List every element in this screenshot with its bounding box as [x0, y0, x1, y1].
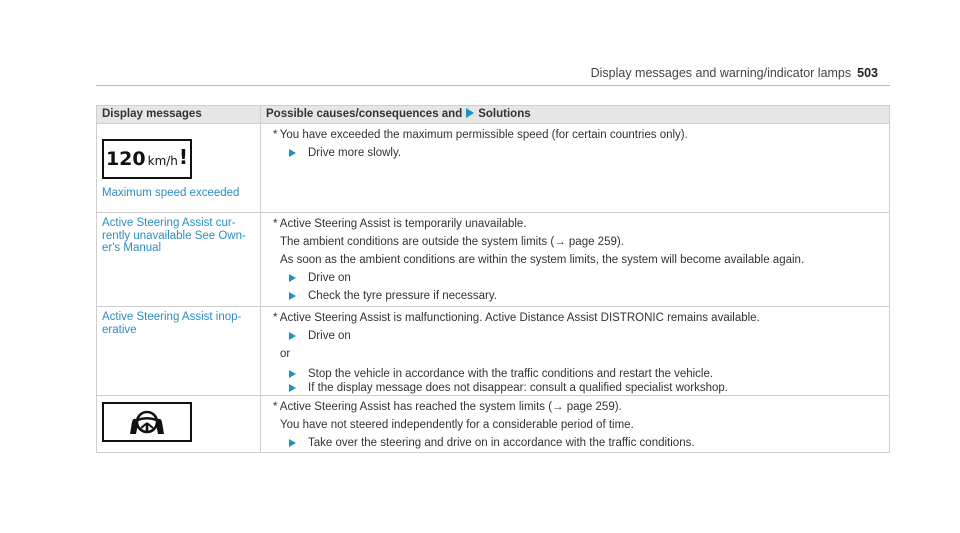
display-messages-table [96, 105, 890, 453]
message-cell [97, 307, 261, 395]
display-message-text: Active Steering Assist cur- rently unavailable See Own- er's Manual [102, 217, 246, 254]
solution-cell [261, 124, 889, 212]
cause-text: * You have exceeded the maximum permissible speed (for certain countries only). [273, 129, 688, 141]
arrow-right-icon [466, 108, 474, 118]
speed-limit-warning-icon [102, 139, 192, 179]
solution-step: Stop the vehicle in accordance with the traffic conditions and restart the vehicle. [273, 367, 889, 381]
table-row [97, 307, 889, 396]
table-row [97, 213, 889, 307]
column-header-display-messages: Display messages [97, 106, 261, 123]
arrow-right-icon [289, 149, 296, 157]
display-message-text: Active Steering Assist inop- erative [102, 311, 242, 336]
table-row [97, 124, 889, 213]
solution-step: If the display message does not disappear: consult a qualified specialist workshop. [273, 381, 889, 395]
table-header [97, 106, 889, 124]
arrow-right-icon [289, 439, 296, 447]
arrow-right-icon [289, 370, 296, 378]
or-separator: or [280, 348, 291, 360]
solution-cell [261, 307, 889, 395]
info-text: The ambient conditions are outside the system limits (→ page 259). [280, 236, 624, 248]
solution-step: Take over the steering and drive on in accordance with the traffic conditions. [273, 436, 889, 450]
cause-text: * Active Steering Assist is malfunctioning. Active Distance Assist DISTRONIC remains available. [273, 312, 760, 324]
cause-text: * Active Steering Assist has reached the system limits (→ page 259). [273, 401, 622, 413]
solution-step: Check the tyre pressure if necessary. [273, 289, 889, 303]
message-cell [97, 213, 261, 306]
message-cell [97, 124, 261, 212]
causes-header-label: Possible causes/consequences and [266, 108, 463, 120]
display-message-text: Maximum speed exceeded [102, 187, 240, 199]
hands-on-steering-wheel-icon [102, 402, 192, 442]
solution-cell [261, 396, 889, 452]
arrow-right-icon [289, 274, 296, 282]
column-header-causes-solutions [261, 106, 889, 123]
speed-unit: km/h [147, 154, 178, 168]
exclamation-mark: ! [178, 145, 189, 169]
solution-step: Drive on [273, 271, 889, 285]
solution-cell [261, 213, 889, 306]
arrow-right-icon [289, 292, 296, 300]
info-text: As soon as the ambient conditions are within the system limits, the system will become available again. [280, 254, 805, 266]
arrow-right-icon [289, 384, 296, 392]
info-text: You have not steered independently for a considerable period of time. [280, 419, 634, 431]
table-row [97, 396, 889, 452]
message-cell [97, 396, 261, 452]
solution-step: Drive more slowly. [273, 146, 889, 160]
page-number: 503 [857, 66, 878, 80]
arrow-right-icon [289, 332, 296, 340]
solutions-header-label: Solutions [478, 108, 531, 120]
section-title: Display messages and warning/indicator lamps [590, 66, 852, 80]
page-header [591, 66, 878, 80]
cause-text: * Active Steering Assist is temporarily unavailable. [273, 218, 527, 230]
header-divider [96, 85, 890, 86]
solution-step: Drive on [273, 329, 889, 343]
speed-value: 120 [105, 148, 146, 170]
